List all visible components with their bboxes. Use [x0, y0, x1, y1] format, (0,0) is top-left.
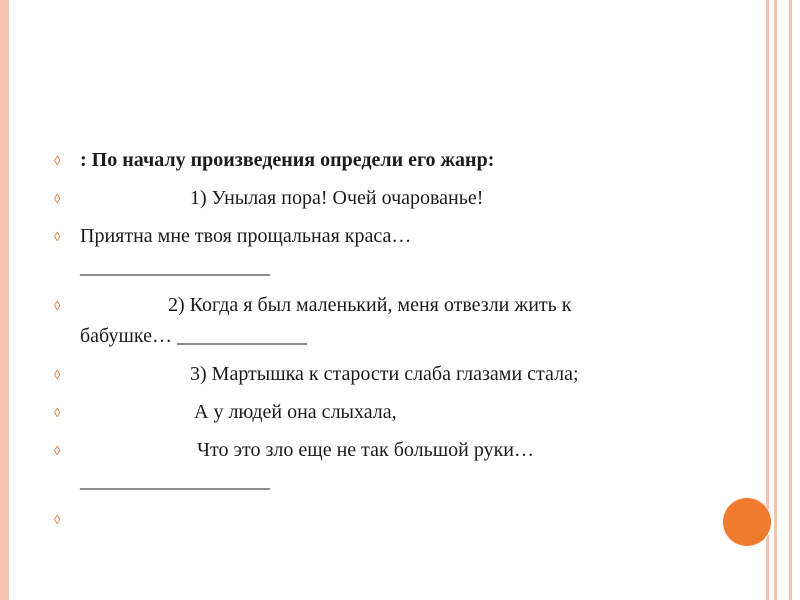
excerpt-line: Что это зло еще не так большой руки… — [197, 439, 535, 461]
diamond-bullet-icon: ◊ — [54, 298, 61, 313]
bullet-item — [50, 221, 650, 283]
excerpt-line: А у людей она слыхала, — [194, 401, 397, 423]
answer-blank: ___________________ — [80, 256, 270, 278]
bullet-item — [50, 397, 650, 428]
slide-body — [50, 145, 650, 527]
bullet-item — [50, 183, 650, 214]
answer-blank: ___________________ — [80, 470, 270, 492]
excerpt-line: 3) Мартышка к старости слаба глазами стала; — [190, 363, 579, 385]
task-instruction: : По началу произведения определи его жанр: — [80, 149, 495, 171]
diamond-bullet-icon: ◊ — [54, 191, 61, 206]
right-decor-rail — [774, 0, 777, 600]
excerpt-line-with-blank: бабушке… _____________ — [80, 325, 307, 347]
excerpt-line: 1) Унылая пора! Очей очарованье! — [190, 187, 484, 209]
diamond-bullet-icon: ◊ — [54, 443, 61, 458]
slide — [10, 0, 760, 600]
bullet-item — [50, 359, 650, 390]
diamond-bullet-icon: ◊ — [54, 229, 61, 244]
bullet-item — [50, 145, 650, 176]
orange-circle-decoration — [722, 497, 772, 547]
right-decor-rail — [789, 0, 792, 600]
bullet-item — [50, 290, 650, 352]
left-decor-rail — [0, 0, 9, 600]
diamond-bullet-icon: ◊ — [54, 405, 61, 420]
diamond-bullet-icon: ◊ — [54, 512, 61, 527]
diamond-bullet-icon: ◊ — [54, 367, 61, 382]
excerpt-line: Приятна мне твоя прощальная краса… — [80, 225, 412, 247]
diamond-bullet-icon: ◊ — [54, 153, 61, 168]
bullet-item — [50, 435, 650, 497]
excerpt-line: 2) Когда я был маленький, меня отвезли жить к — [168, 294, 572, 316]
